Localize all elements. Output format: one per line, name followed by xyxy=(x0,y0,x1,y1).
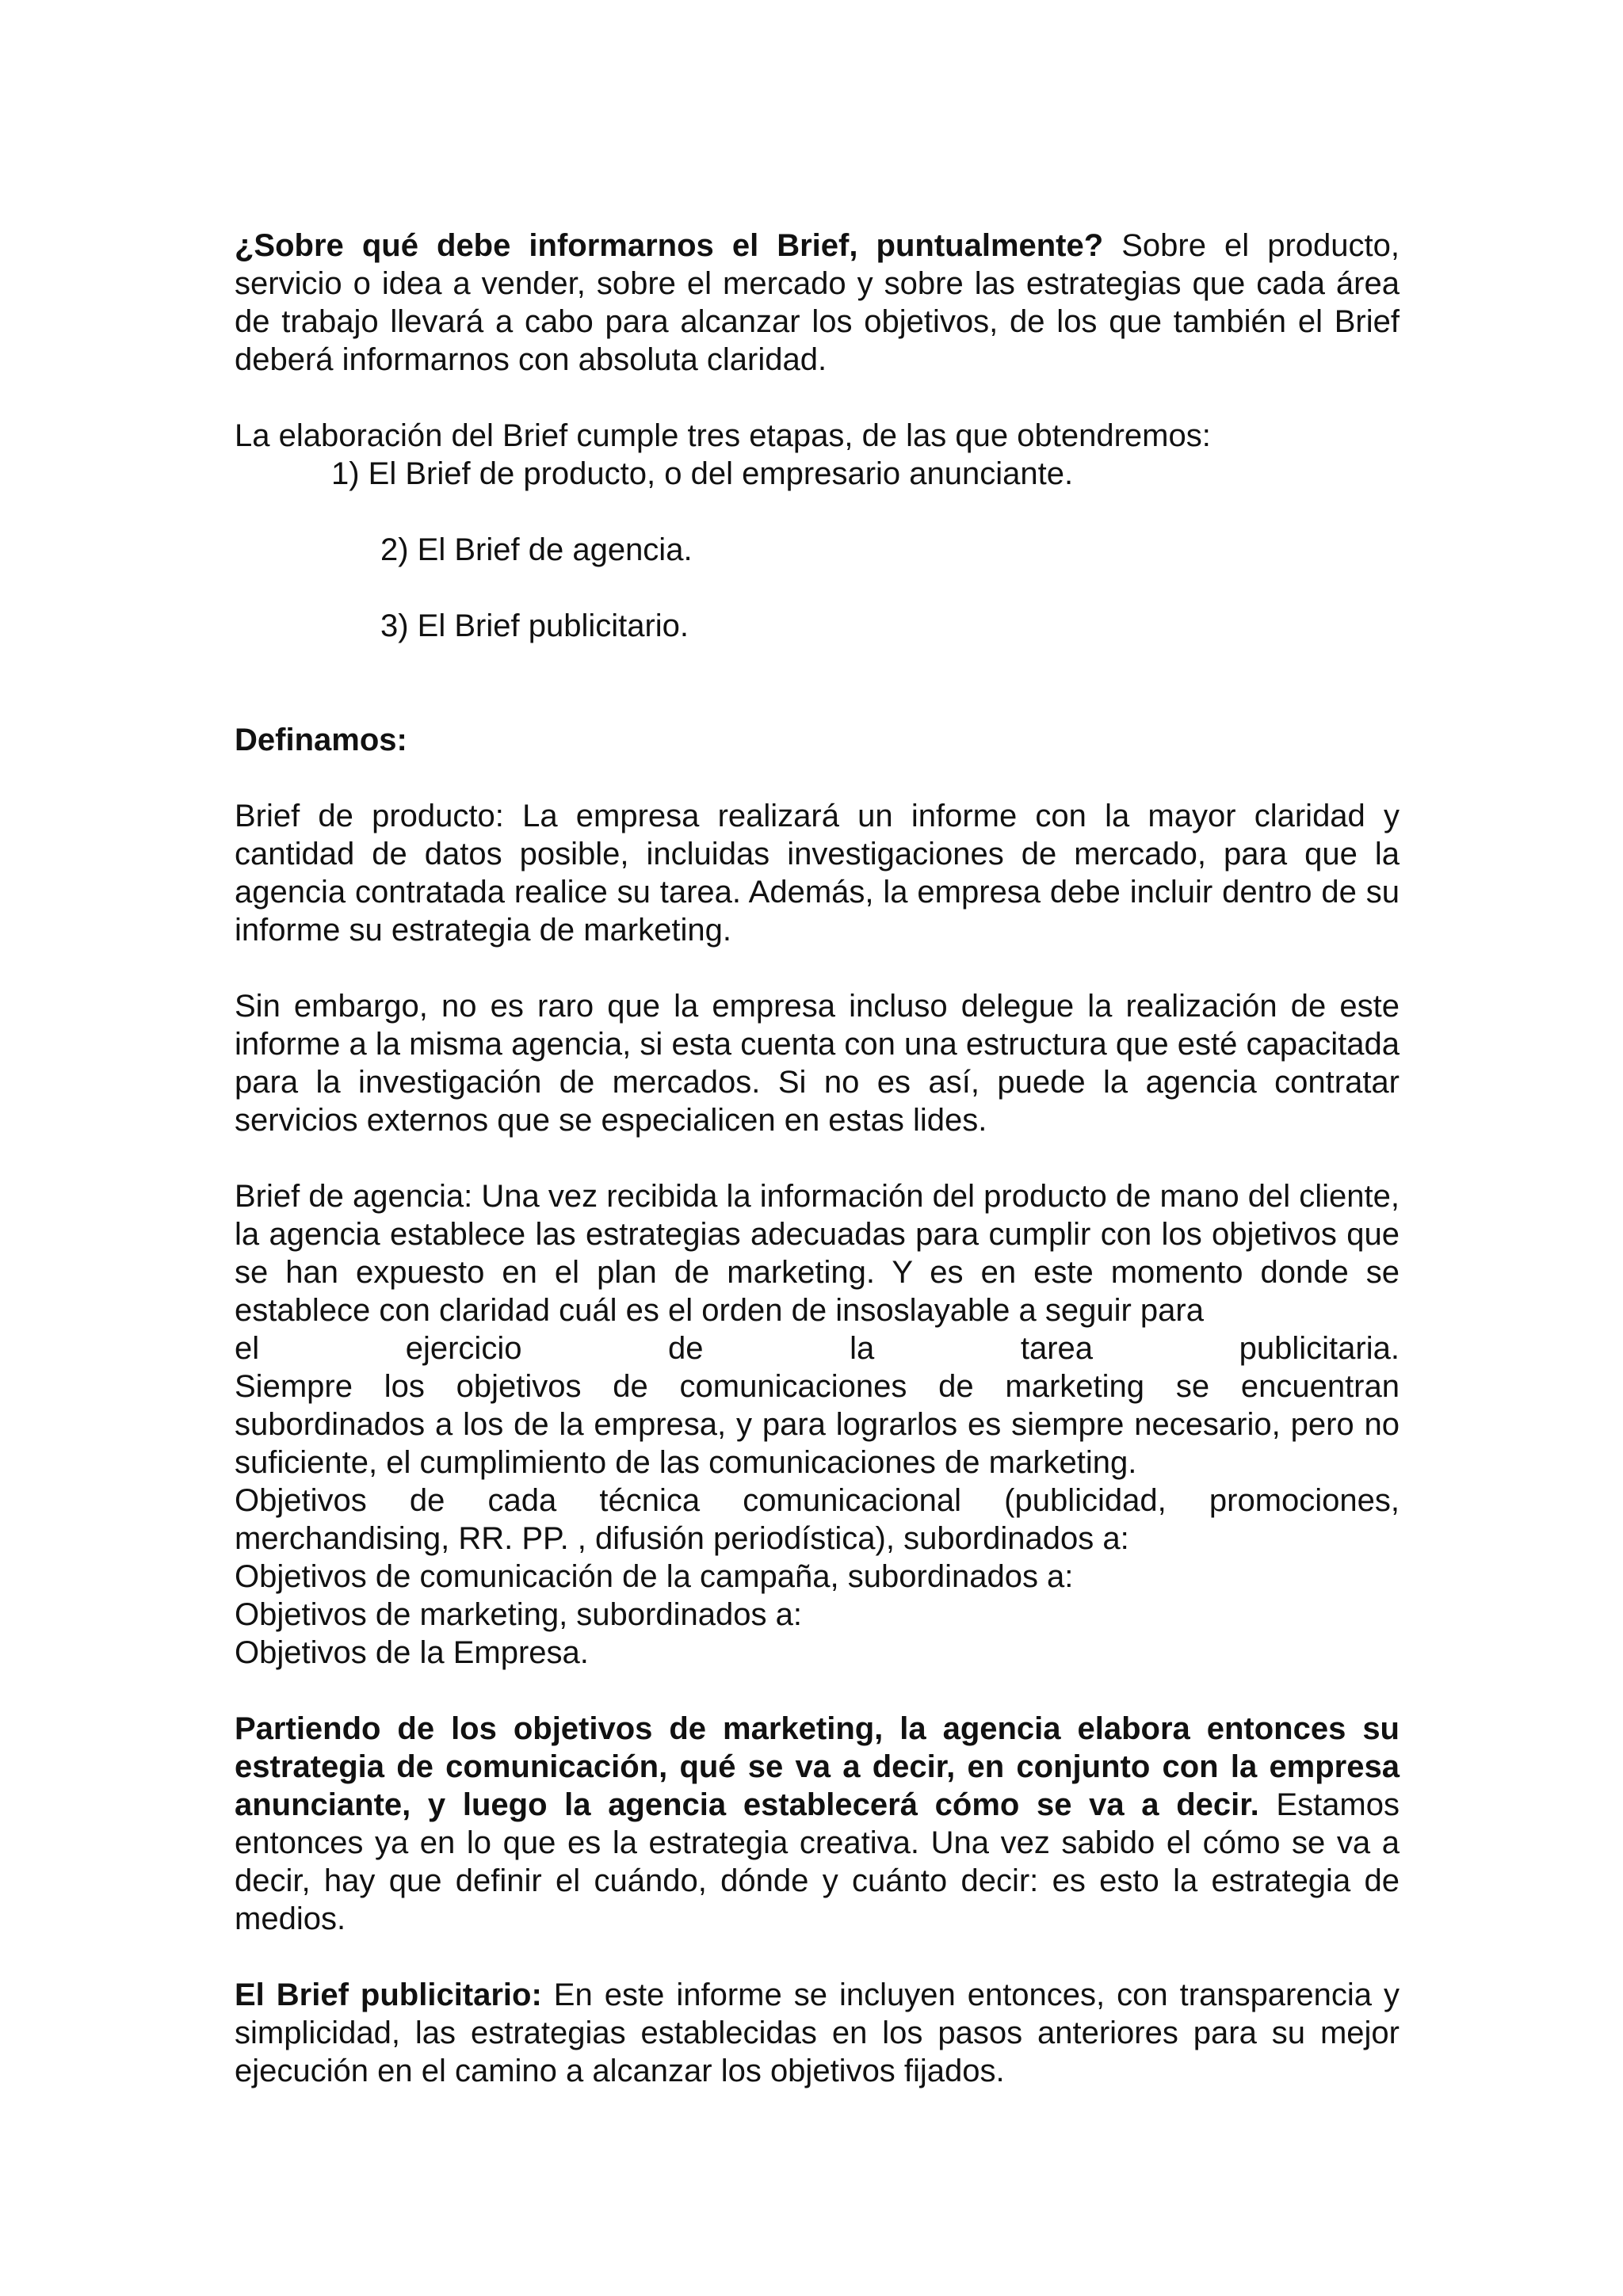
intro-text: Sobre el producto, servicio o idea a vender, sobre el mercado y sobre las estrategias que cada área de trabajo llevará a cabo para alcanzar los objetivos, de los que también el Brief deberá informarnos con absoluta claridad. xyxy=(235,228,1400,377)
document-body xyxy=(235,227,1400,2090)
estrategia-paragraph xyxy=(235,1710,1400,1938)
spacer xyxy=(235,379,1400,417)
objectives-line-2: Objetivos de marketing, subordinados a: xyxy=(235,1597,802,1632)
spread-word: ejercicio xyxy=(405,1331,522,1366)
stage-item-1: 1) El Brief de producto, o del empresario anunciante. xyxy=(331,456,1074,491)
estrategia-text: Estamos entonces ya en lo que es la estrategia creativa. Una vez sabido el cómo se va a decir, hay que definir el cuándo, dónde y cuánto decir: es esto la estrategia de medios. xyxy=(235,1787,1400,1936)
spread-word: tarea xyxy=(1020,1331,1094,1366)
spacer xyxy=(235,569,1400,607)
brief-publicitario-paragraph xyxy=(235,1976,1400,2090)
brief-agencia-paragraph-3: Objetivos de cada técnica comunicacional (publicidad, promociones, merchandising, RR. PP. , difusión periodística), subordinados a: xyxy=(235,1483,1400,1556)
estrategia-bold: Partiendo de los objetivos de marketing, la agencia elabora entonces su estrategia de comunicación, qué se va a decir, en conjunto con la empresa anunciante, y luego la agencia establecerá cómo se va a decir. xyxy=(235,1711,1400,1822)
spread-word: publicitaria. xyxy=(1239,1331,1400,1366)
brief-agencia-paragraph-2: Siempre los objetivos de comunicaciones de marketing se encuentran subordinados a los de la empresa, y para lograrlos es siempre necesario, pero no suficiente, el cumplimiento de las comunicaciones de marketing. xyxy=(235,1369,1400,1480)
brief-agencia-spread-line xyxy=(235,1329,1400,1367)
spacer xyxy=(235,493,1400,531)
objectives-line-1: Objetivos de comunicación de la campaña, subordinados a: xyxy=(235,1559,1074,1594)
spacer xyxy=(235,949,1400,987)
spacer xyxy=(235,645,1400,721)
intro-question: ¿Sobre qué debe informarnos el Brief, puntualmente? xyxy=(235,228,1104,263)
stage-item-3: 3) El Brief publicitario. xyxy=(380,608,689,643)
spread-word: el xyxy=(235,1331,260,1366)
spread-word: de xyxy=(668,1331,704,1366)
brief-producto-paragraph: Brief de producto: La empresa realizará un informe con la mayor claridad y cantidad de datos posible, incluidas investigaciones de mercado, para que la agencia contratada realice su tarea. Además, la empresa debe incluir dentro de su informe su estrategia de marketing. xyxy=(235,799,1400,948)
stage-item-2: 2) El Brief de agencia. xyxy=(380,532,693,567)
brief-publicitario-bold: El Brief publicitario: xyxy=(235,1978,542,2012)
define-heading: Definamos: xyxy=(235,723,407,757)
intro-paragraph xyxy=(235,227,1400,379)
spacer xyxy=(235,1672,1400,1710)
spacer xyxy=(235,1139,1400,1177)
brief-agencia-paragraph: Brief de agencia: Una vez recibida la información del producto de mano del cliente, la agencia establece las estrategias adecuadas para cumplir con los objetivos que se han expuesto en el plan de marketing. Y es en este momento donde se establece con claridad cuál es el orden de insoslayable a seguir para xyxy=(235,1179,1400,1328)
stages-lead: La elaboración del Brief cumple tres etapas, de las que obtendremos: xyxy=(235,418,1211,453)
brief-producto-paragraph-2: Sin embargo, no es raro que la empresa incluso delegue la realización de este informe a la misma agencia, si esta cuenta con una estructura que esté capacitada para la investigación de mercados. Si no es así, puede la agencia contratar servicios externos que se especialicen en estas lides. xyxy=(235,989,1400,1138)
spacer xyxy=(235,1938,1400,1976)
objectives-line-3: Objetivos de la Empresa. xyxy=(235,1635,589,1670)
spacer xyxy=(235,759,1400,797)
spread-word: la xyxy=(850,1331,875,1366)
brief-publicitario-text: En este informe se incluyen entonces, con transparencia y simplicidad, las estrategias establecidas en los pasos anteriores para su mejor ejecución en el camino a alcanzar los objetivos fijados. xyxy=(235,1978,1400,2088)
